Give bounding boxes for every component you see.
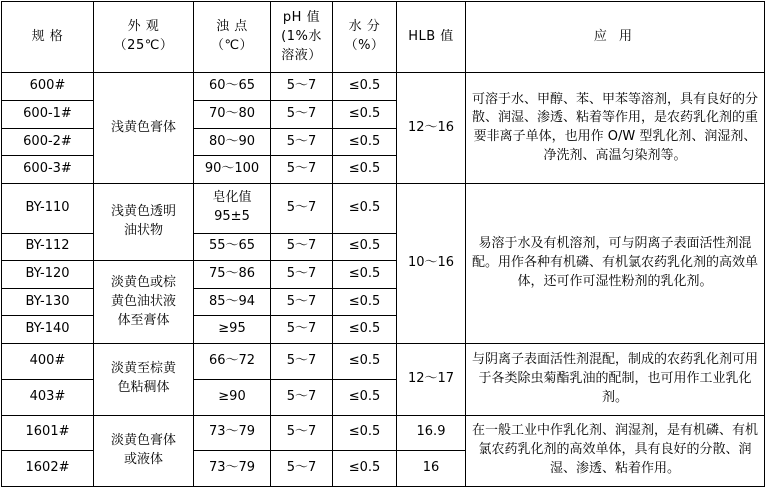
appearance-line: 浅黄色膏体 — [110, 119, 176, 135]
cell-ph: 5～7 — [271, 344, 333, 380]
cell-water: ≤0.5 — [333, 233, 397, 261]
cell-cloud-point: 75～86 — [194, 261, 271, 289]
cell-hlb: 12～17 — [397, 344, 466, 415]
header-cloud-point — [194, 2, 271, 73]
cell-ph: 5～7 — [271, 288, 333, 316]
header-water — [333, 2, 397, 73]
cell-ph: 5～7 — [271, 451, 333, 487]
cell-application: 易溶于水及有机溶剂，可与阴离子表面活性剂混配。用作各种有机磷、有机氯农药乳化剂的高效单体，还可作可湿性粉剂的乳化剂。 — [466, 184, 765, 344]
cell-water: ≤0.5 — [333, 156, 397, 184]
cell-water: ≤0.5 — [333, 451, 397, 487]
cell-application: 在一般工业中作乳化剂、润湿剂，是有机磷、有机氯农药乳化剂的高效单体，具有良好的分散、润湿、渗透、粘着作用。 — [466, 415, 765, 486]
cell-water: ≤0.5 — [333, 316, 397, 344]
cell-cloud-point: 60～65 — [194, 73, 271, 101]
cell-spec: 403# — [2, 379, 94, 415]
appearance-line: 淡黄色或棕 — [110, 274, 176, 290]
cell-cloud-point: 80～90 — [194, 128, 271, 156]
header-cloud-line2: （℃） — [210, 38, 254, 54]
cell-spec: 600-2# — [2, 128, 94, 156]
cloud-point-line: 皂化值 — [212, 190, 252, 206]
cell-water: ≤0.5 — [333, 101, 397, 129]
cell-cloud-point: ≥95 — [194, 316, 271, 344]
header-water-line1: 水 分 — [348, 19, 381, 35]
cell-ph: 5～7 — [271, 379, 333, 415]
cell-spec: BY-120 — [2, 261, 94, 289]
cell-spec: BY-112 — [2, 233, 94, 261]
table-row — [2, 344, 765, 380]
table-row — [2, 73, 765, 101]
cell-hlb: 12～16 — [397, 73, 466, 184]
cell-appearance — [94, 184, 194, 261]
cloud-point-line: 95±5 — [214, 209, 250, 225]
cell-water: ≤0.5 — [333, 344, 397, 380]
table-row — [2, 415, 765, 451]
cell-spec: 600-1# — [2, 101, 94, 129]
appearance-line: 浅黄色透明 — [110, 204, 176, 220]
header-hlb: HLB 值 — [397, 2, 466, 73]
cell-water: ≤0.5 — [333, 379, 397, 415]
header-ph-line2: (1%水 — [281, 28, 322, 44]
cell-spec: 600-3# — [2, 156, 94, 184]
cell-ph: 5～7 — [271, 128, 333, 156]
header-ph-line1: pH 值 — [282, 9, 321, 25]
cell-cloud-point: 90～100 — [194, 156, 271, 184]
header-appearance — [94, 2, 194, 73]
cell-water: ≤0.5 — [333, 184, 397, 234]
table-row — [2, 184, 765, 234]
cell-cloud-point: 73～79 — [194, 451, 271, 487]
cell-cloud-point — [194, 184, 271, 234]
header-appearance-line2: （25℃） — [113, 38, 174, 54]
cell-appearance — [94, 261, 194, 344]
cell-spec: 1602# — [2, 451, 94, 487]
cell-hlb: 10～16 — [397, 184, 466, 344]
appearance-line: 黄色油状液 — [110, 293, 176, 309]
cell-cloud-point: ≥90 — [194, 379, 271, 415]
appearance-line: 色粘稠体 — [117, 380, 170, 396]
appearance-line: 体至膏体 — [117, 312, 170, 328]
cell-ph: 5～7 — [271, 156, 333, 184]
cell-water: ≤0.5 — [333, 261, 397, 289]
cell-ph: 5～7 — [271, 73, 333, 101]
cell-appearance — [94, 415, 194, 486]
header-spec: 规 格 — [2, 2, 94, 73]
cell-ph: 5～7 — [271, 415, 333, 451]
appearance-line: 油状物 — [123, 223, 163, 239]
cell-spec: BY-130 — [2, 288, 94, 316]
table-header-row — [2, 2, 765, 73]
appearance-line: 淡黄色膏体 — [110, 432, 176, 448]
cell-cloud-point: 85～94 — [194, 288, 271, 316]
cell-water: ≤0.5 — [333, 415, 397, 451]
cell-spec: 400# — [2, 344, 94, 380]
cell-ph: 5～7 — [271, 101, 333, 129]
cell-application: 与阴离子表面活性剂混配，制成的农药乳化剂可用于各类除虫菊酯乳油的配制，也可用作工业乳化剂。 — [466, 344, 765, 415]
header-cloud-line1: 浊 点 — [216, 19, 248, 35]
appearance-line: 淡黄至棕黄 — [110, 361, 176, 377]
cell-spec: 1601# — [2, 415, 94, 451]
header-ph — [271, 2, 333, 73]
header-application: 应 用 — [466, 2, 765, 73]
cell-spec: BY-140 — [2, 316, 94, 344]
cell-hlb: 16.9 — [397, 415, 466, 451]
product-specification-table — [1, 1, 765, 487]
cell-spec: 600# — [2, 73, 94, 101]
cell-water: ≤0.5 — [333, 288, 397, 316]
cell-cloud-point: 66～72 — [194, 344, 271, 380]
cell-water: ≤0.5 — [333, 73, 397, 101]
header-ph-line3: 溶液） — [281, 47, 322, 63]
cell-ph: 5～7 — [271, 316, 333, 344]
cell-cloud-point: 73～79 — [194, 415, 271, 451]
header-water-line2: （%） — [344, 38, 385, 54]
cell-ph: 5～7 — [271, 184, 333, 234]
cell-appearance — [94, 344, 194, 415]
cell-cloud-point: 70～80 — [194, 101, 271, 129]
cell-application: 可溶于水、甲醇、苯、甲苯等溶剂，具有良好的分散、润湿、渗透、粘着等作用，是农药乳化剂的重要非离子单体，也用作 O/W 型乳化剂、润湿剂、净洗剂、高温匀染剂等。 — [466, 73, 765, 184]
cell-spec: BY-110 — [2, 184, 94, 234]
cell-ph: 5～7 — [271, 261, 333, 289]
cell-hlb: 16 — [397, 451, 466, 487]
header-appearance-line1: 外 观 — [127, 19, 160, 35]
appearance-line: 或液体 — [123, 451, 163, 467]
cell-ph: 5～7 — [271, 233, 333, 261]
cell-appearance — [94, 73, 194, 184]
cell-water: ≤0.5 — [333, 128, 397, 156]
cell-cloud-point: 55～65 — [194, 233, 271, 261]
